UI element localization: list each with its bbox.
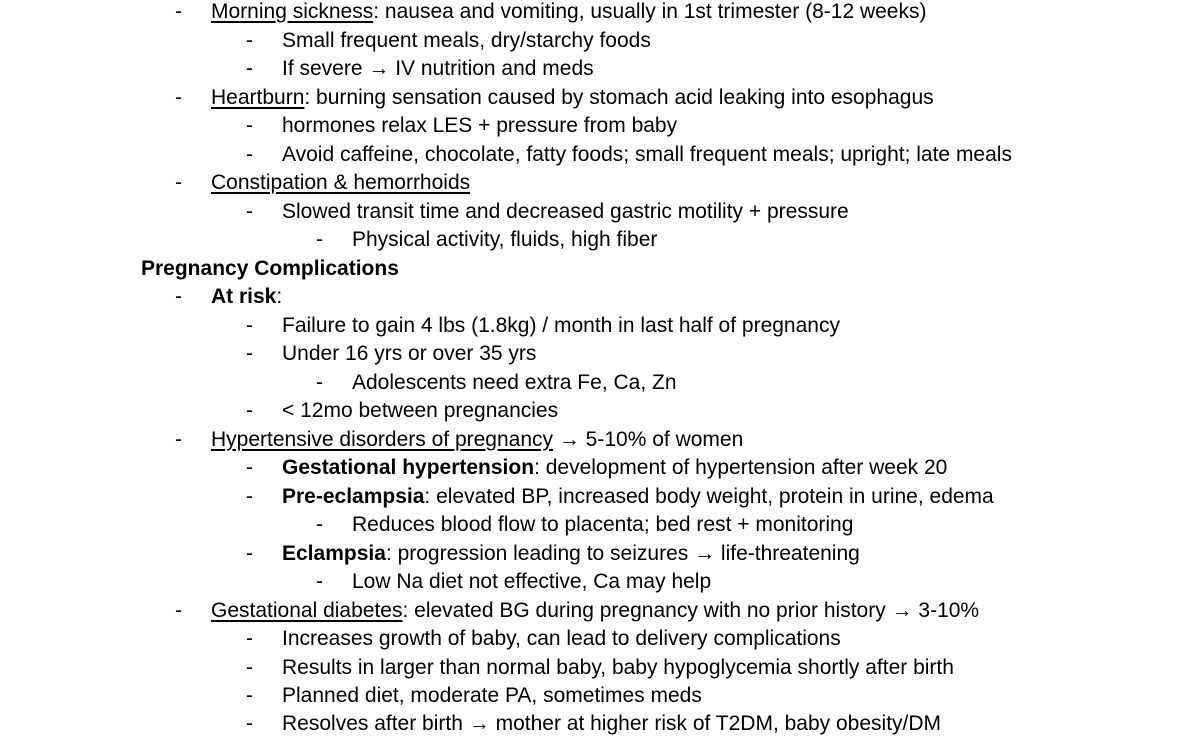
bullet-dash: -	[316, 371, 323, 394]
term-pre-eclampsia: Pre-eclampsia	[282, 485, 425, 508]
bullet-dash: -	[246, 29, 253, 52]
section-heading: Pregnancy Complications	[141, 257, 399, 280]
list-item-text: Planned diet, moderate PA, sometimes meds	[282, 684, 702, 707]
bullet-dash: -	[246, 456, 253, 479]
colon: :	[276, 285, 283, 308]
list-item-text: Low Na diet not effective, Ca may help	[352, 570, 712, 593]
term-at-risk: At risk	[211, 285, 277, 308]
bullet-dash: -	[175, 599, 182, 622]
list-item-text: : elevated BP, increased body weight, protein in urine, edema	[424, 485, 994, 508]
list-item-text: If severe → IV nutrition and meds	[282, 57, 594, 80]
bullet-dash: -	[246, 485, 253, 508]
bullet-dash: -	[175, 285, 182, 308]
term-eclampsia: Eclampsia	[282, 542, 386, 565]
list-item-text: Results in larger than normal baby, baby hypoglycemia shortly after birth	[282, 656, 954, 679]
bullet-dash: -	[175, 428, 182, 451]
term-heartburn: Heartburn	[211, 86, 305, 109]
bullet-dash: -	[246, 342, 253, 365]
bullet-dash: -	[175, 171, 182, 194]
bullet-dash: -	[316, 570, 323, 593]
list-item-text: Physical activity, fluids, high fiber	[352, 228, 658, 251]
list-item-text: Under 16 yrs or over 35 yrs	[282, 342, 537, 365]
bullet-dash: -	[246, 200, 253, 223]
term-hypertensive: Hypertensive disorders of pregnancy	[211, 428, 554, 451]
list-item-text: Slowed transit time and decreased gastric motility + pressure	[282, 200, 849, 223]
term-gestational-diabetes: Gestational diabetes	[211, 599, 403, 622]
list-item-text: Failure to gain 4 lbs (1.8kg) / month in last half of pregnancy	[282, 314, 840, 337]
bullet-dash: -	[246, 712, 253, 735]
list-item-text: Increases growth of baby, can lead to delivery complications	[282, 627, 841, 650]
bullet-dash: -	[246, 399, 253, 422]
list-item-text: Reduces blood flow to placenta; bed rest + monitoring	[352, 513, 854, 536]
bullet-dash: -	[246, 143, 253, 166]
list-item-text: Avoid caffeine, chocolate, fatty foods; small frequent meals; upright; late meals	[282, 143, 1012, 166]
term-morning-sickness: Morning sickness	[211, 0, 374, 23]
term-gestational-hypertension: Gestational hypertension	[282, 456, 535, 479]
bullet-dash: -	[246, 656, 253, 679]
term-constipation: Constipation & hemorrhoids	[211, 171, 471, 194]
bullet-dash: -	[246, 114, 253, 137]
list-item-text: : progression leading to seizures → life-threatening	[385, 542, 860, 565]
bullet-dash: -	[246, 684, 253, 707]
bullet-dash: -	[246, 627, 253, 650]
morning-sickness-desc: : nausea and vomiting, usually in 1st trimester (8-12 weeks)	[373, 0, 927, 23]
bullet-dash: -	[246, 542, 253, 565]
diabetes-desc: : elevated BG during pregnancy with no prior history → 3-10%	[402, 599, 980, 622]
list-item-text: hormones relax LES + pressure from baby	[282, 114, 678, 137]
heartburn-desc: : burning sensation caused by stomach acid leaking into esophagus	[304, 86, 934, 109]
list-item-text: Adolescents need extra Fe, Ca, Zn	[352, 371, 677, 394]
list-item-text: : development of hypertension after week 20	[534, 456, 948, 479]
list-item-text: Resolves after birth → mother at higher risk of T2DM, baby obesity/DM	[282, 712, 942, 735]
bullet-dash: -	[316, 513, 323, 536]
list-item-text: Small frequent meals, dry/starchy foods	[282, 29, 651, 52]
bullet-dash: -	[316, 228, 323, 251]
bullet-dash: -	[175, 86, 182, 109]
bullet-dash: -	[246, 314, 253, 337]
bullet-dash: -	[175, 0, 182, 23]
list-item-text: < 12mo between pregnancies	[282, 399, 559, 422]
hypertensive-desc: → 5-10% of women	[553, 428, 744, 451]
bullet-dash: -	[246, 57, 253, 80]
